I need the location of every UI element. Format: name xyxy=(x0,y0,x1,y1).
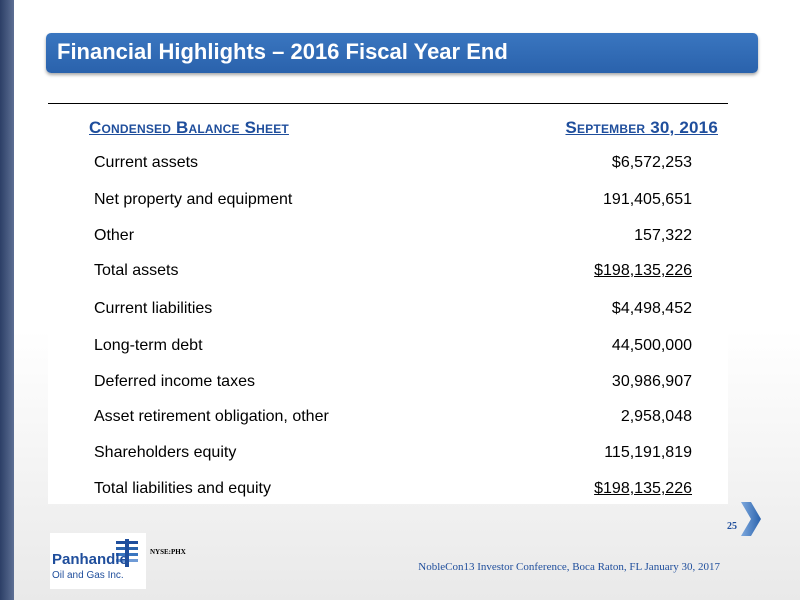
table-row xyxy=(94,300,692,322)
row-label: Total liabilities and equity xyxy=(94,480,271,497)
table-row xyxy=(94,227,692,249)
row-label: Current liabilities xyxy=(94,300,213,317)
row-label: Long-term debt xyxy=(94,337,203,354)
row-label: Current assets xyxy=(94,154,199,171)
column-header-right: September 30, 2016 xyxy=(565,118,718,137)
table-row-total xyxy=(94,480,692,502)
title-banner xyxy=(46,33,758,73)
table-row xyxy=(94,373,692,395)
row-value-total: $198,135,226 xyxy=(594,262,692,279)
logo-name: Panhandle xyxy=(52,551,128,568)
row-value: 44,500,000 xyxy=(611,337,692,354)
chevron-right-icon[interactable] xyxy=(739,500,763,538)
row-value-total: $198,135,226 xyxy=(594,480,692,497)
row-value: 157,322 xyxy=(634,227,692,244)
row-value: 191,405,651 xyxy=(603,191,692,208)
row-label: Shareholders equity xyxy=(94,444,237,461)
table-row xyxy=(94,337,692,359)
row-label: Total assets xyxy=(94,262,179,279)
column-header-left: Condensed Balance Sheet xyxy=(89,118,289,137)
table-row xyxy=(94,444,692,466)
row-value: 30,986,907 xyxy=(611,373,692,390)
row-label: Asset retirement obligation, other xyxy=(94,408,329,425)
table-row xyxy=(94,191,692,213)
left-accent-bar xyxy=(0,0,14,600)
footer-text: NobleCon13 Investor Conference, Boca Raton, FL January 30, 2017 xyxy=(418,561,720,573)
table-row-total xyxy=(94,262,692,284)
exchange-ticker: NYSE:PHX xyxy=(150,548,186,556)
company-logo xyxy=(50,533,146,589)
table-row xyxy=(94,154,692,176)
table-row xyxy=(94,408,692,430)
page-number: 25 xyxy=(727,521,737,532)
row-value: 2,958,048 xyxy=(620,408,692,425)
row-label: Net property and equipment xyxy=(94,191,293,208)
row-value: 115,191,819 xyxy=(604,444,692,461)
row-value: $4,498,452 xyxy=(611,300,692,317)
row-label: Deferred income taxes xyxy=(94,373,255,390)
slide-title: Financial Highlights – 2016 Fiscal Year End xyxy=(57,39,508,64)
row-value: $6,572,253 xyxy=(611,154,692,171)
logo-subtitle: Oil and Gas Inc. xyxy=(52,570,124,581)
row-label: Other xyxy=(94,227,135,244)
